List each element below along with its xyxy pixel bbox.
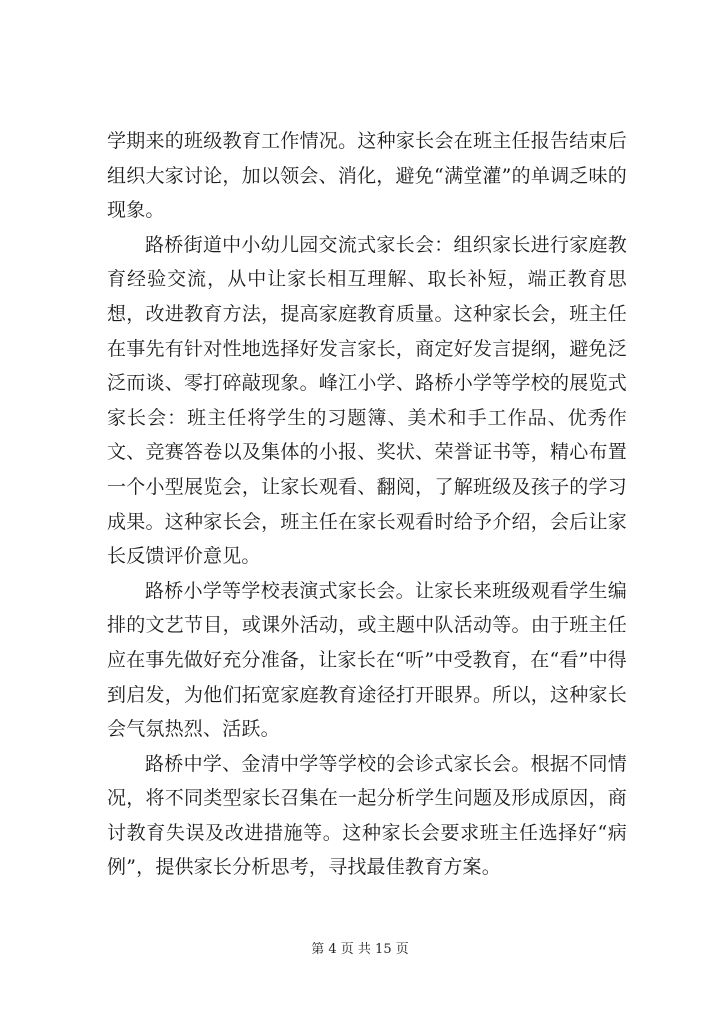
paragraph: 路桥中学、金清中学等学校的会诊式家长会。根据不同情况，将不同类型家长召集在一起分析学生问题及形成原因，商讨教育失误及改进措施等。这种家长会要求班主任选择好“病例”，提供家长分析思考，寻找最佳教育方案。 <box>107 752 627 879</box>
paragraph: 路桥街道中小幼儿园交流式家长会：组织家长进行家庭教育经验交流，从中让家长相互理解、取长补短，端正教育思想，改进教育方法，提高家庭教育质量。这种家长会，班主任在事先有针对性地选择好发言家长，商定好发言提纲，避免泛泛而谈、零打碎敲现象。峰江小学、路桥小学等学校的展览式家长会：班主任将学生的习题簿、美术和手工作品、优秀作文、竞赛答卷以及集体的小报、奖状、荣誉证书等，精心布置一个小型展览会，让家长观看、翻阅，了解班级及孩子的学习成果。这种家长会，班主任在家长观看时给予介绍，会后让家长反馈评价意见。 <box>107 233 627 568</box>
paragraph: 路桥小学等学校表演式家长会。让家长来班级观看学生编排的文艺节目，或课外活动，或主题中队活动等。由于班主任应在事先做好充分准备，让家长在“听”中受教育，在“看”中得到启发，为他们拓宽家庭教育途径打开眼界。所以，这种家长会气氛热烈、活跃。 <box>107 579 627 741</box>
paragraph: 学期来的班级教育工作情况。这种家长会在班主任报告结束后组织大家讨论，加以领会、消化，避免“满堂灌”的单调乏味的现象。 <box>107 130 627 222</box>
page-number-footer: 第 4 页 共 15 页 <box>311 942 409 957</box>
document-body <box>107 124 627 885</box>
